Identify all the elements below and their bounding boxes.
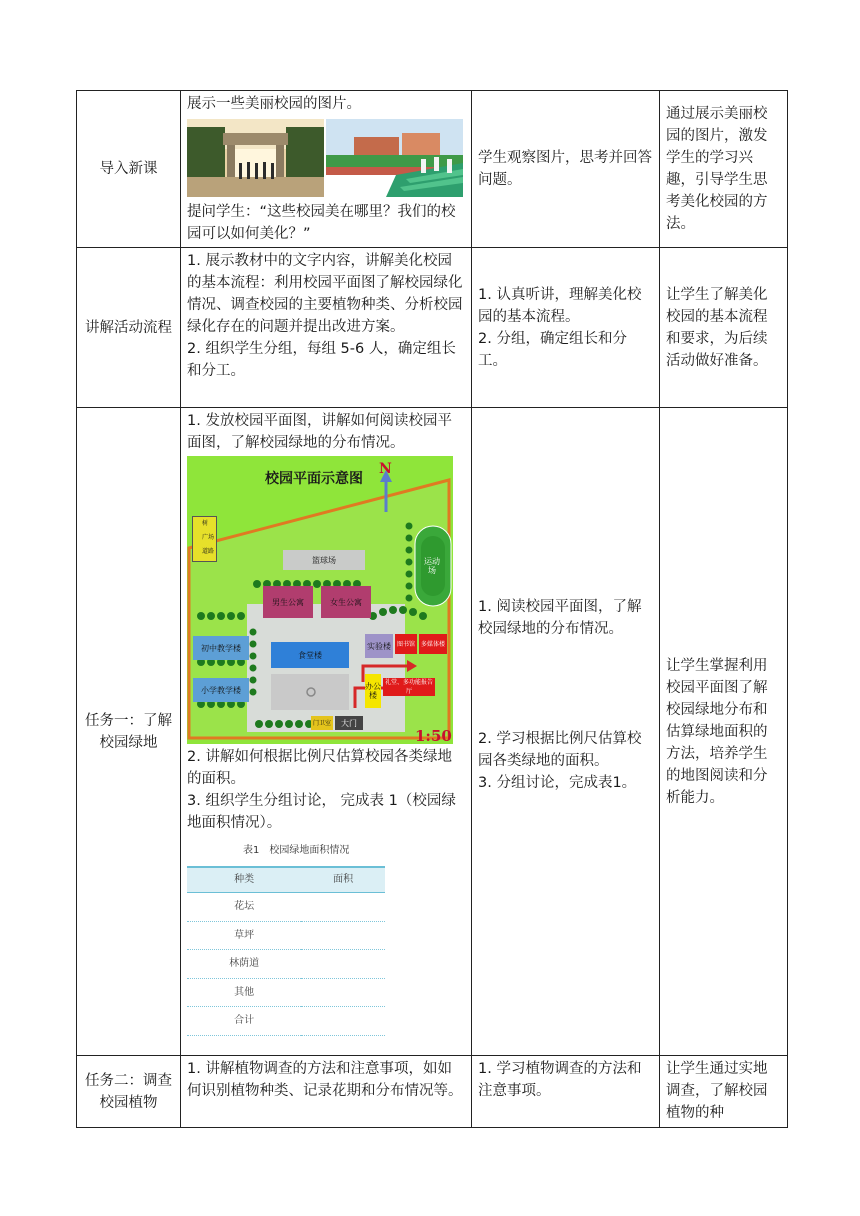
teacher-step-1: 1. 发放校园平面图，讲解如何阅读校园平面图，了解校园绿地的分布情况。: [187, 413, 452, 451]
teacher-step-3: 3. 组织学生分组讨论， 完成表 1（校园绿地面积情况）。: [187, 793, 456, 831]
campus-gate-photo: [187, 119, 324, 197]
row-label: 花坛: [187, 893, 301, 922]
table-row: [187, 893, 385, 922]
office-building: 办公楼: [365, 674, 381, 708]
teacher-cell: 1. 讲解植物调查的方法和注意事项，如如何识别植物种类、记录花期和分布情况等。: [181, 1056, 472, 1128]
column-header-type: 种类: [187, 867, 301, 893]
area-cell[interactable]: [301, 978, 385, 1007]
stage-cell: 任务二：调查校园植物: [77, 1056, 181, 1128]
purpose-cell: 让学生通过实地调查，了解校园植物的种: [660, 1056, 788, 1128]
student-step-1: 1. 认真听讲，理解美化校园的基本流程。: [478, 286, 642, 325]
auditorium-building: 礼堂、多功能报告厅: [384, 679, 433, 695]
student-cell: [472, 248, 660, 408]
green-area-table: [187, 866, 385, 1036]
row-label: 林荫道: [187, 950, 301, 979]
basketball-court: 篮球场: [283, 550, 365, 570]
student-step-3: 3. 分组讨论，完成表1。: [478, 775, 637, 791]
guard-room: 门卫室: [311, 716, 333, 730]
row-task-two: [77, 1056, 788, 1128]
table-row: [187, 1007, 385, 1036]
legend-item-square: 广场: [202, 534, 215, 541]
campus-photos: [187, 119, 465, 197]
student-step-2: 2. 学习根据比例尺估算校园各类绿地的面积。: [478, 731, 642, 769]
stage-cell: 导入新课: [77, 91, 181, 248]
student-cell: [472, 408, 660, 1056]
student-cell: 1. 学习植物调查的方法和注意事项。: [472, 1056, 660, 1128]
row-label: 合计: [187, 1007, 301, 1036]
table-row: [187, 921, 385, 950]
boys-dorm: 男生公寓: [263, 586, 313, 618]
row-task-one: [77, 408, 788, 1056]
area-cell[interactable]: [301, 921, 385, 950]
purpose-cell: 通过展示美丽校园的图片，激发学生的学习兴趣，引导学生思考美化校园的方法。: [660, 91, 788, 248]
area-cell[interactable]: [301, 1007, 385, 1036]
north-label: N: [379, 461, 392, 477]
main-gate: 大门: [335, 716, 363, 730]
teacher-question: 提问学生：“这些校园美在哪里？我们的校园可以如何美化？”: [187, 204, 456, 242]
stage-cell: 讲解活动流程: [77, 248, 181, 408]
column-header-area: 面积: [301, 867, 385, 893]
teacher-step-1: 1. 展示教材中的文字内容，讲解美化校园的基本流程：利用校园平面图了解校园绿化情况、调查校园的主要植物种类、分析校园绿化存在的问题并提出改进方案。: [187, 253, 463, 335]
map-legend: [192, 516, 217, 562]
table-row: [187, 950, 385, 979]
teacher-cell: [181, 248, 472, 408]
legend-item-tree: 树: [202, 520, 209, 527]
campus-stadium-photo: [326, 119, 463, 197]
area-cell[interactable]: [301, 893, 385, 922]
table-row: [187, 978, 385, 1007]
stage-cell: 任务一：了解校园绿地: [77, 408, 181, 1056]
sports-field: 运动场: [424, 557, 440, 575]
student-step-2: 2. 分组，确定组长和分工。: [478, 330, 627, 369]
student-step-1: 1. 阅读校园平面图，了解校园绿地的分布情况。: [478, 599, 642, 637]
purpose-cell: 让学生掌握利用校园平面图了解校园绿地分布和估算绿地面积的方法，培养学生的地图阅读和分析能力。: [660, 408, 788, 1056]
library-building: 图书馆: [395, 634, 417, 654]
teacher-cell: [181, 91, 472, 248]
green-area-table-caption: 表1 校园绿地面积情况: [243, 845, 350, 856]
purpose-cell: 让学生了解美化校园的基本流程和要求，为后续活动做好准备。: [660, 248, 788, 408]
area-cell[interactable]: [301, 950, 385, 979]
multimedia-building: 多媒体楼: [419, 634, 447, 654]
scale-label: 1:50: [415, 727, 452, 744]
row-process: [77, 248, 788, 408]
lab-building: 实验楼: [365, 634, 393, 658]
canteen-building: 食堂楼: [271, 642, 349, 668]
row-label: 草坪: [187, 921, 301, 950]
row-intro: [77, 91, 788, 248]
lesson-plan-table: [76, 90, 788, 1128]
girls-dorm: 女生公寓: [321, 586, 371, 618]
junior-school-building: 初中教学楼: [193, 636, 249, 660]
teacher-step-2: 2. 组织学生分组，每组 5-6 人，确定组长和分工。: [187, 341, 456, 379]
legend-item-road: 道路: [202, 548, 215, 555]
teacher-text: 展示一些美丽校园的图片。: [187, 96, 361, 112]
green-area-table-block: [187, 840, 465, 1036]
teacher-step-2: 2. 讲解如何根据比例尺估算校园各类绿地的面积。: [187, 749, 452, 787]
primary-school-building: 小学教学楼: [193, 678, 249, 702]
teacher-cell: [181, 408, 472, 1056]
map-title: 校园平面示意图: [265, 471, 363, 487]
row-label: 其他: [187, 978, 301, 1007]
student-cell: 学生观察图片，思考并回答问题。: [472, 91, 660, 248]
campus-map: [187, 456, 453, 744]
